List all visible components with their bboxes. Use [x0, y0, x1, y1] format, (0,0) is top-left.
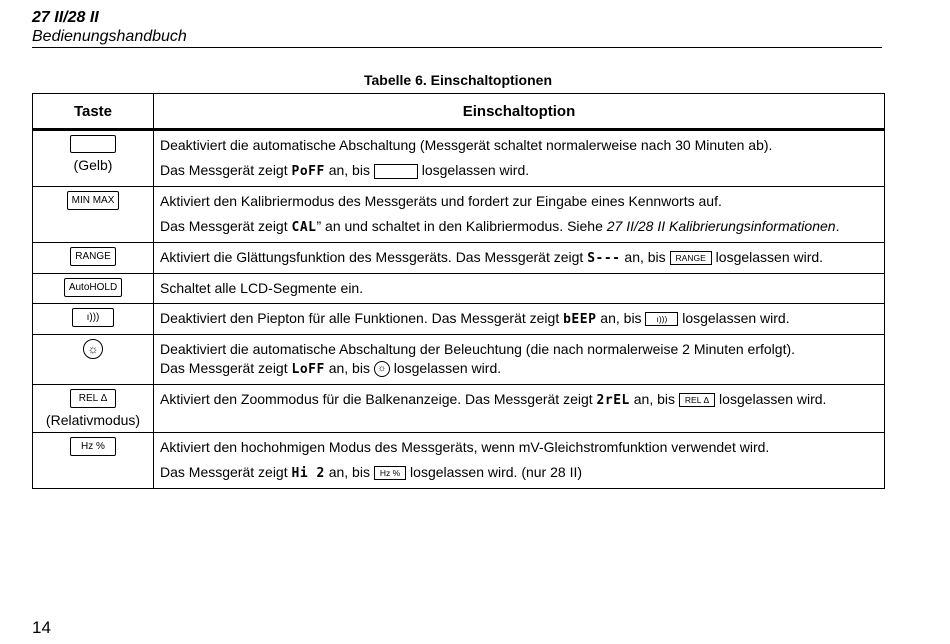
table-row [33, 187, 885, 243]
option-text: Deaktiviert den Piepton für alle Funktionen. Das Messgerät zeigt bEEP an, bis ı))) losgelassen wird. [160, 310, 790, 327]
range-key-icon: RANGE [670, 251, 712, 265]
key-cell [33, 130, 154, 187]
table-row [33, 433, 885, 489]
backlight-icon: ☼ [374, 361, 390, 377]
option-cell [154, 187, 885, 243]
page-header [32, 8, 187, 46]
key-cell [33, 304, 154, 335]
key-cell [33, 243, 154, 274]
key-cell [33, 187, 154, 243]
lcd-display-text: S--- [587, 251, 621, 266]
option-cell [154, 335, 885, 385]
table-row [33, 385, 885, 433]
min-max-key-icon: MIN MAX [67, 191, 120, 210]
power-on-options-table [32, 93, 885, 489]
option-text: Das Messgerät zeigt PoFF an, bis losgelassen wird. [160, 162, 530, 179]
key-cell [33, 274, 154, 304]
manual-model-title: 27 II/28 II [32, 9, 99, 26]
option-text: Das Messgerät zeigt CAL” an und schaltet in den Kalibriermodus. Siehe 27 II/28 II Kalibrierungsinformationen. [160, 218, 840, 235]
relative-key-icon: REL Δ [679, 393, 715, 407]
option-cell [154, 385, 885, 433]
key-cell [33, 335, 154, 385]
autohold-key-icon: AutoHOLD [64, 278, 122, 297]
beeper-key-icon: ı))) [645, 312, 678, 326]
option-cell [154, 304, 885, 335]
header-divider [32, 47, 882, 48]
option-text: Aktiviert den Zoommodus für die Balkenanzeige. Das Messgerät zeigt 2rEL an, bis REL Δ losgelassen wird. [160, 391, 827, 408]
option-text: Deaktiviert die automatische Abschaltung der Beleuchtung (die nach normalerweise 2 Minuten erfolgt). [160, 341, 796, 357]
yellow-key-icon [70, 135, 116, 153]
option-text: Aktiviert den Kalibriermodus des Messgeräts und fordert zur Eingabe eines Kennworts auf. [160, 193, 722, 209]
table-row [33, 335, 885, 385]
table-row [33, 274, 885, 304]
column-header-key: Taste [33, 94, 154, 130]
table-row [33, 304, 885, 335]
column-header-option: Einschaltoption [154, 94, 885, 130]
option-text: Das Messgerät zeigt LoFF an, bis ☼ losgelassen wird. [160, 360, 502, 377]
yellow-key-icon [374, 164, 418, 179]
option-cell [154, 433, 885, 489]
option-cell [154, 243, 885, 274]
lcd-display-text: PoFF [291, 164, 325, 179]
manual-subtitle: Bedienungshandbuch [32, 28, 187, 45]
hz-percent-key-icon: Hz % [374, 466, 406, 480]
relative-key-icon: REL Δ [70, 389, 117, 408]
key-sublabel: (Relativmodus) [45, 412, 141, 428]
option-text: Aktiviert die Glättungsfunktion des Messgeräts. Das Messgerät zeigt S--- an, bis RANGE losgelassen wird. [160, 249, 824, 266]
option-cell [154, 274, 885, 304]
option-text: Deaktiviert die automatische Abschaltung (Messgerät schaltet normalerweise nach 30 Minuten ab). [160, 137, 773, 153]
option-text: Das Messgerät zeigt Hi 2 an, bis Hz % losgelassen wird. (nur 28 II) [160, 464, 583, 481]
backlight-icon: ☼ [83, 339, 103, 359]
key-sublabel: (Gelb) [73, 157, 113, 174]
lcd-display-text: Hi 2 [291, 466, 325, 481]
table-header-row [33, 94, 885, 130]
beeper-key-icon: ı))) [72, 308, 114, 327]
table-row [33, 243, 885, 274]
range-key-icon: RANGE [70, 247, 116, 266]
page-number: 14 [32, 618, 51, 637]
table-caption: Tabelle 6. Einschaltoptionen [364, 72, 552, 88]
lcd-display-text: 2rEL [596, 393, 630, 408]
key-cell [33, 385, 154, 433]
lcd-display-text: LoFF [291, 362, 325, 377]
lcd-display-text: bEEP [563, 312, 597, 327]
option-text: Aktiviert den hochohmigen Modus des Messgeräts, wenn mV-Gleichstromfunktion verwendet wird. [160, 439, 770, 455]
hz-percent-key-icon: Hz % [70, 437, 116, 456]
option-text: Schaltet alle LCD-Segmente ein. [160, 280, 364, 296]
key-cell [33, 433, 154, 489]
manual-reference: 27 II/28 II Kalibrierungsinformationen [606, 218, 836, 234]
lcd-display-text: CAL [291, 220, 317, 235]
option-cell [154, 130, 885, 187]
table-row [33, 130, 885, 187]
